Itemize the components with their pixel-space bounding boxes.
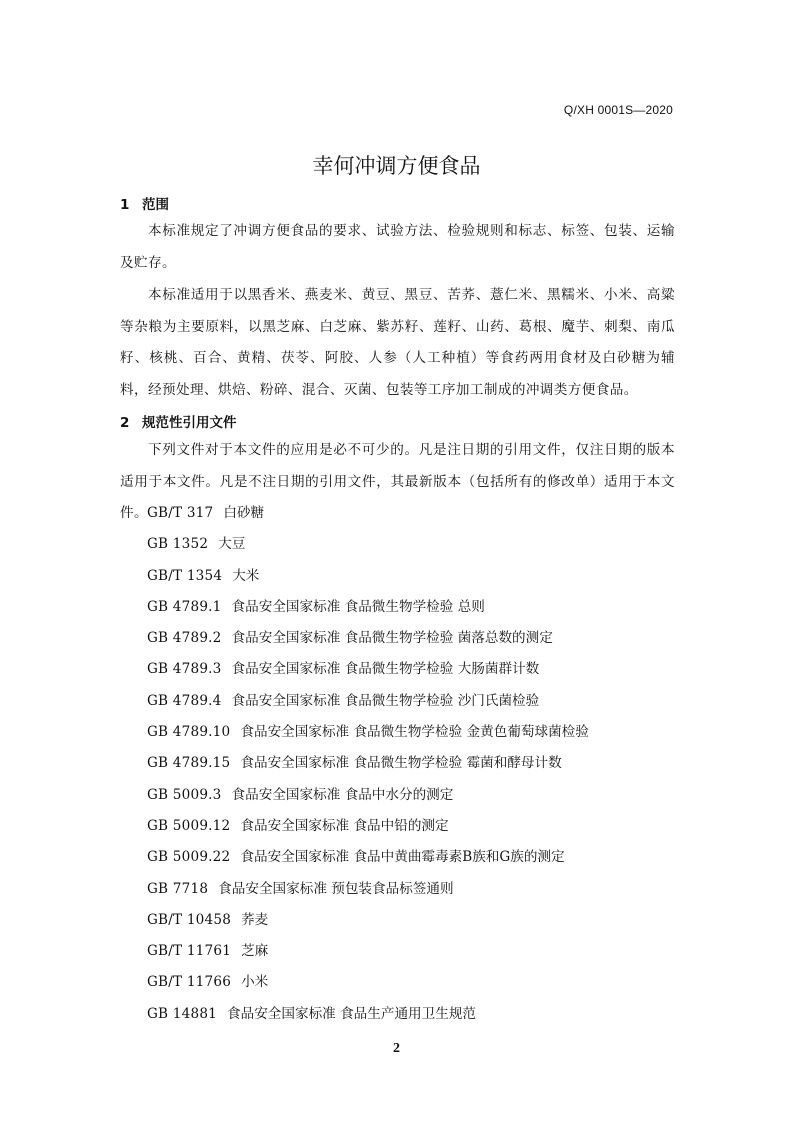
reference-list	[147, 503, 589, 1035]
reference-title: 芝麻	[241, 943, 269, 960]
reference-item	[147, 503, 589, 534]
reference-title: 食品安全国家标准 食品中黄曲霉毒素B族和G族的测定	[240, 849, 565, 866]
reference-title: 白砂糖	[223, 505, 265, 521]
reference-title: 食品安全国家标准 食品中铅的测定	[240, 817, 449, 834]
reference-title: 大米	[232, 567, 260, 584]
reference-title: 食品安全国家标准 食品微生物学检验 菌落总数的测定	[231, 630, 553, 647]
reference-item	[147, 847, 589, 878]
section-number: 1	[120, 197, 130, 213]
reference-title: 荞麦	[241, 911, 269, 928]
reference-code: GB 14881	[147, 1005, 218, 1022]
reference-title: 食品安全国家标准 食品中水分的测定	[231, 786, 454, 803]
reference-code: GB 5009.22	[147, 849, 231, 866]
reference-item	[147, 753, 589, 784]
reference-code: GB/T 11766	[147, 974, 232, 991]
reference-code: GB 4789.3	[147, 661, 222, 678]
page-number: 2	[393, 1041, 400, 1056]
reference-item	[147, 597, 589, 628]
reference-code: GB/T 317	[147, 505, 214, 521]
reference-code: GB 7718	[147, 880, 209, 897]
reference-item	[147, 879, 589, 910]
reference-item	[147, 722, 589, 753]
reference-item	[147, 941, 589, 972]
reference-title: 食品安全国家标准 预包装食品标签通则	[218, 880, 454, 897]
paragraph-scope-1: 本标准规定了冲调方便食品的要求、试验方法、检验规则和标志、标签、包装、运输及贮存。	[120, 223, 675, 271]
reference-title: 大豆	[218, 536, 246, 553]
reference-code: GB 4789.10	[147, 724, 231, 741]
reference-item	[147, 816, 589, 847]
reference-item	[147, 566, 589, 597]
reference-code: GB 4789.1	[147, 598, 222, 615]
reference-code: GB/T 10458	[147, 911, 232, 928]
reference-item	[147, 534, 589, 565]
reference-code: GB 4789.15	[147, 755, 231, 772]
standard-code: Q/XH 0001S—2020	[563, 103, 673, 117]
section-number: 2	[120, 415, 130, 431]
reference-code: GB 5009.3	[147, 786, 222, 803]
section-heading-scope	[120, 193, 169, 213]
paragraph-references-intro: 下列文件对于本文件的应用是必不可少的。凡是注日期的引用文件，仅注日期的版本适用于本文件。凡是不注日期的引用文件，其最新版本（包括所有的修改单）适用于本文件。	[120, 442, 675, 521]
document-title: 幸何冲调方便食品	[312, 154, 481, 178]
reference-code: GB 5009.12	[147, 817, 231, 834]
reference-item	[147, 1004, 589, 1035]
reference-code: GB 4789.2	[147, 630, 222, 647]
reference-item	[147, 785, 589, 816]
reference-title: 食品安全国家标准 食品微生物学检验 金黄色葡萄球菌检验	[240, 724, 589, 741]
reference-item	[147, 628, 589, 659]
reference-item	[147, 910, 589, 941]
reference-code: GB 4789.4	[147, 692, 222, 709]
reference-code: GB/T 1354	[147, 567, 223, 584]
reference-item	[147, 691, 589, 722]
section-title: 规范性引用文件	[142, 415, 237, 431]
reference-item	[147, 659, 589, 690]
section-heading-normative-references	[120, 411, 237, 431]
reference-title: 小米	[241, 974, 269, 991]
reference-code: GB/T 11761	[147, 943, 232, 960]
reference-item	[147, 972, 589, 1003]
reference-title: 食品安全国家标准 食品微生物学检验 沙门氏菌检验	[231, 692, 540, 709]
section-title: 范围	[142, 197, 169, 213]
reference-code: GB 1352	[147, 536, 209, 553]
reference-title: 食品安全国家标准 食品生产通用卫生规范	[227, 1005, 477, 1022]
reference-title: 食品安全国家标准 食品微生物学检验 大肠菌群计数	[231, 661, 540, 678]
paragraph-scope-2: 本标准适用于以黑香米、燕麦米、黄豆、黑豆、苦荞、薏仁米、黑糯米、小米、高粱等杂粮为主要原料，以黑芝麻、白芝麻、紫苏籽、莲籽、山药、葛根、魔芋、刺梨、南瓜籽、核桃、百合、黄精、茯苓、阿胶、人参（人工种植）等食药两用食材及白砂糖为辅料，经预处理、烘焙、粉碎、混合、灭菌、包装等工序加工制成的冲调类方便食品。	[120, 287, 675, 398]
reference-title: 食品安全国家标准 食品微生物学检验 总则	[231, 598, 485, 615]
reference-title: 食品安全国家标准 食品微生物学检验 霉菌和酵母计数	[240, 755, 562, 772]
